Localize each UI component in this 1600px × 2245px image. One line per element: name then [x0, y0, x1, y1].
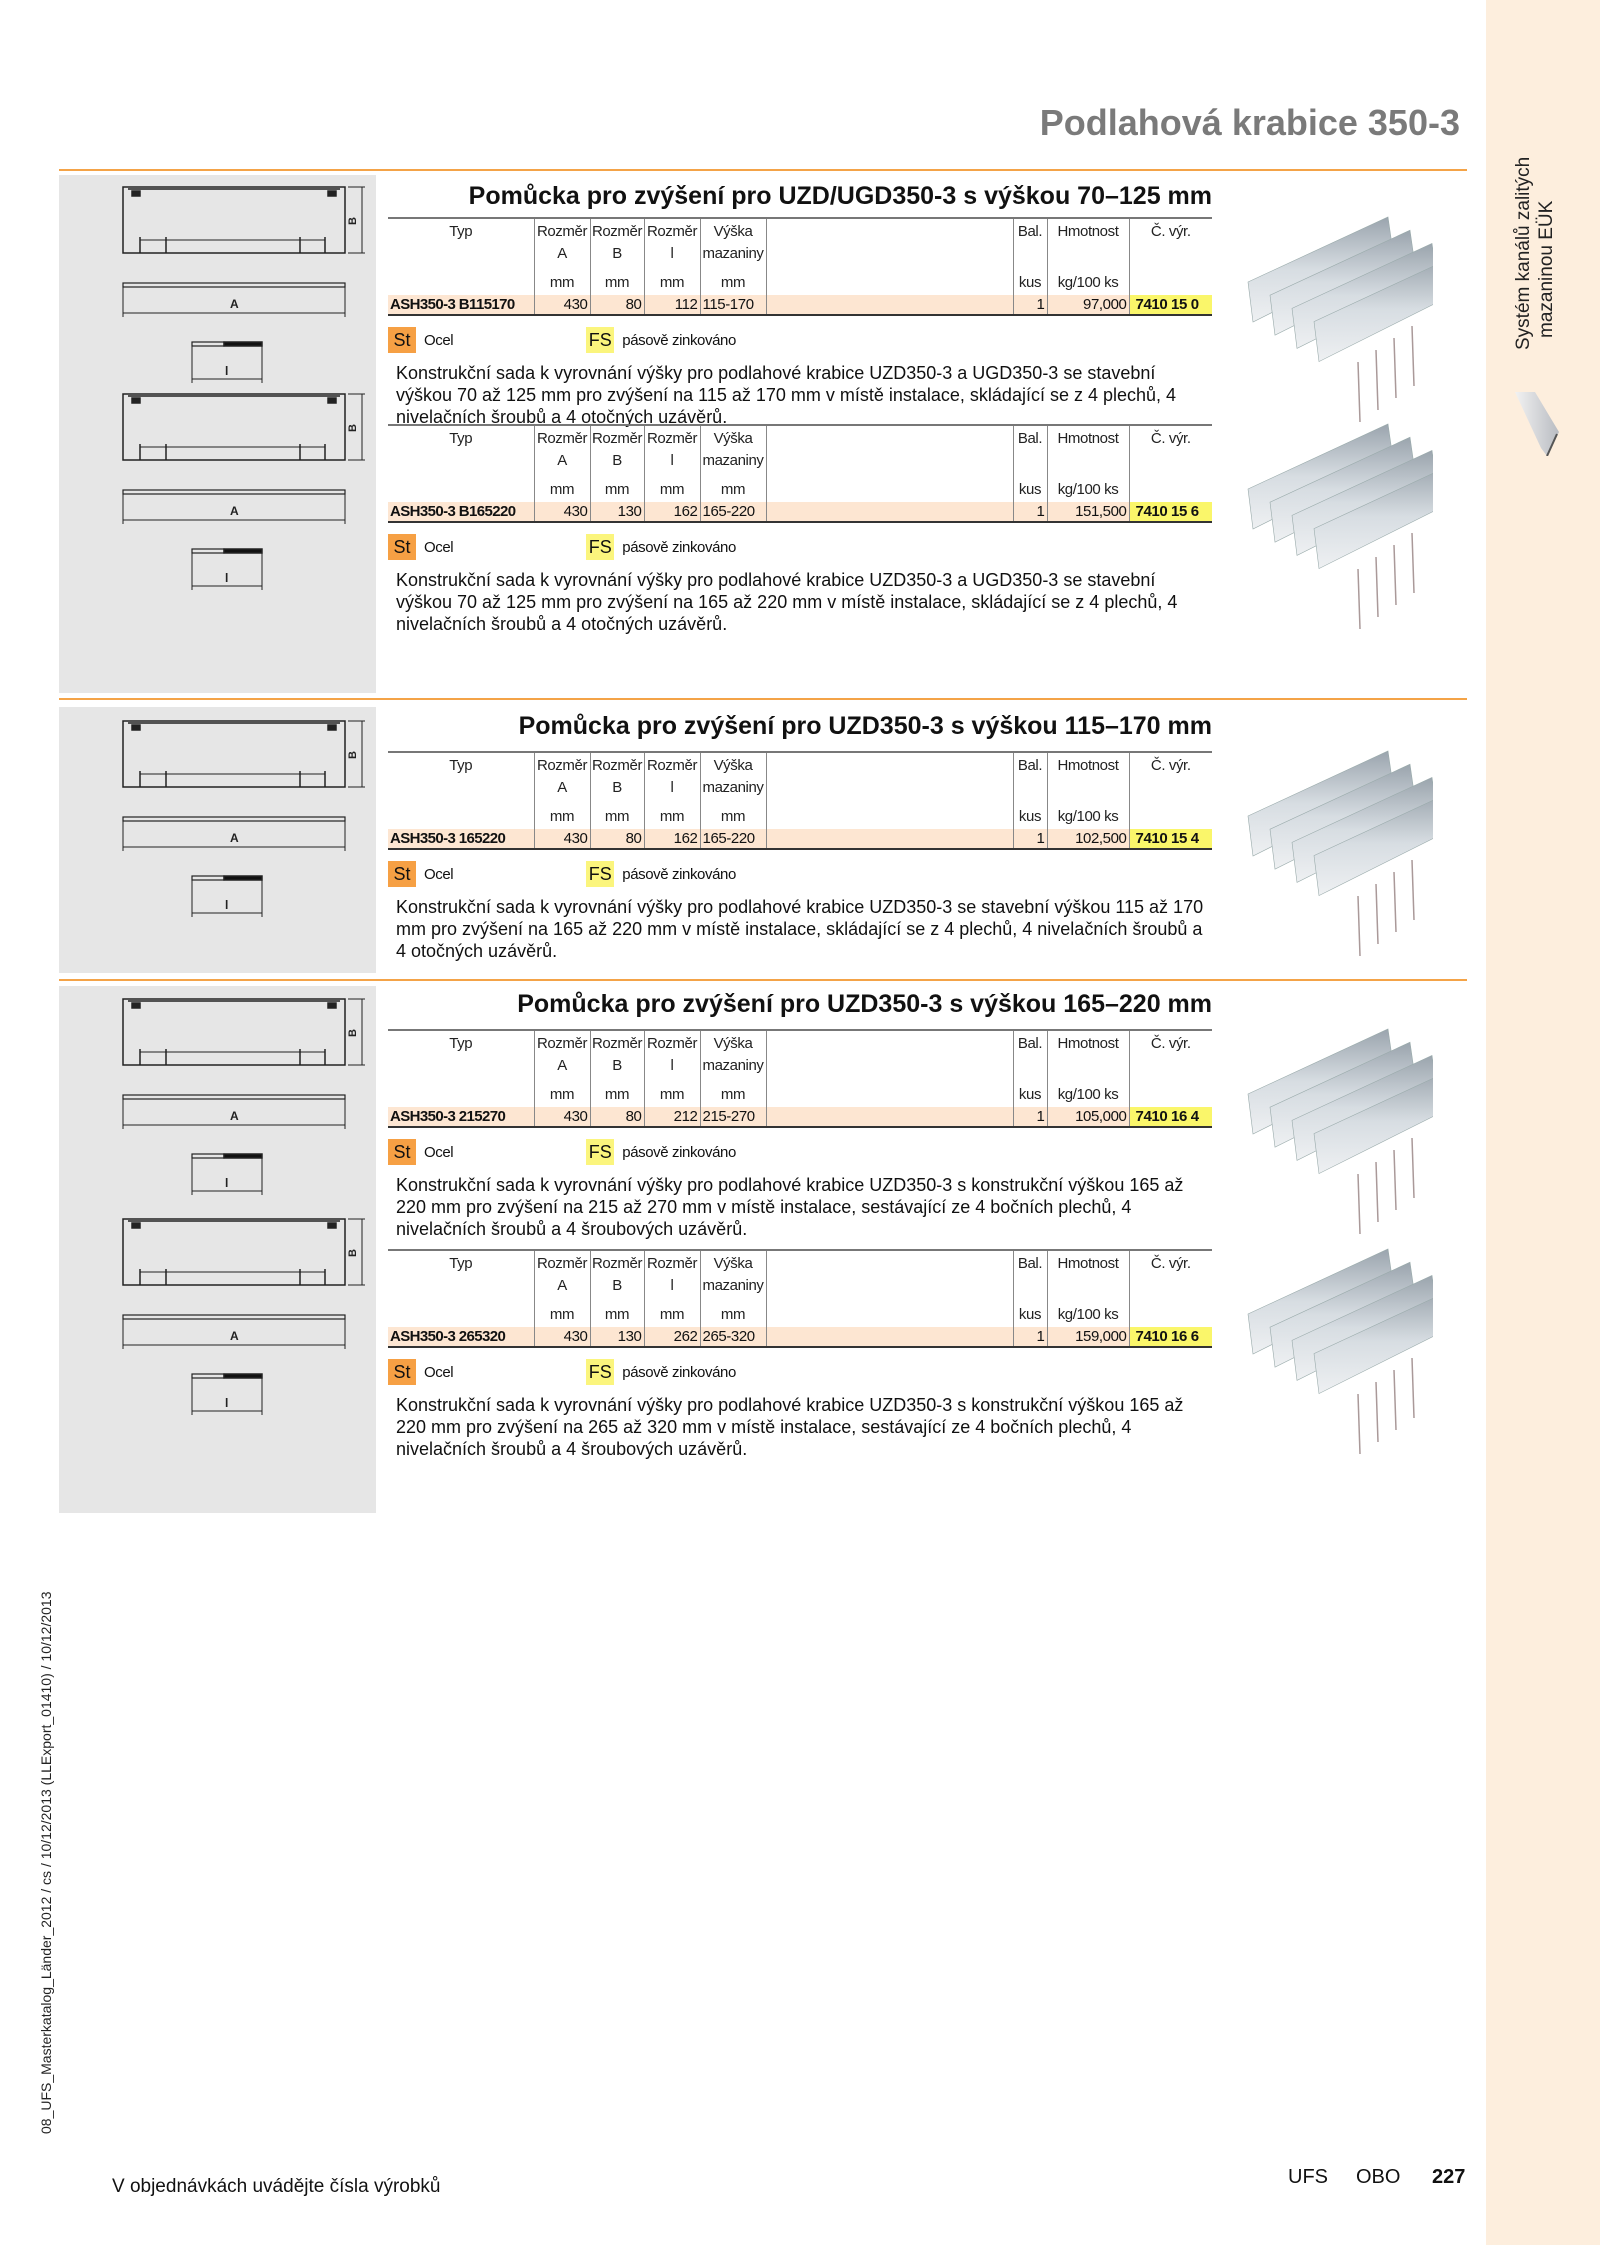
col-dim-a-sublabel: A	[557, 245, 567, 262]
col-dim-b-sublabel: B	[612, 1277, 622, 1294]
table-row[interactable]	[388, 295, 1212, 315]
cell-dim-a: 430	[534, 829, 590, 849]
technical-drawing	[120, 392, 370, 597]
col-dim-a-unit: mm	[549, 1086, 575, 1103]
cell-typ: ASH350-3 165220	[388, 829, 534, 849]
col-height-unit: mm	[720, 1086, 746, 1103]
col-dim-l	[644, 218, 700, 295]
finish-label: pásově zinkováno	[622, 1143, 736, 1161]
cell-typ: ASH350-3 B115170	[388, 295, 534, 315]
col-art-label: Č. výr.	[1150, 430, 1191, 447]
sidebar-line-1: Systém kanálů zalitých	[1513, 156, 1534, 350]
table-header-row	[388, 218, 1212, 295]
footer-brand	[1288, 2166, 1465, 2189]
col-dim-b-sublabel: B	[612, 245, 622, 262]
dimension-a-label: A	[230, 504, 239, 518]
finish-label: pásově zinkováno	[622, 538, 736, 556]
col-art	[1129, 1030, 1212, 1107]
col-spacer	[766, 752, 1013, 829]
material-row	[388, 1358, 1212, 1386]
col-typ-label: Typ	[449, 1035, 473, 1052]
cell-dim-b: 80	[590, 829, 644, 849]
cell-weight: 97,000	[1047, 295, 1129, 315]
col-height	[700, 1250, 766, 1327]
col-dim-l	[644, 425, 700, 502]
finish-badge-fs: FS	[586, 1359, 614, 1385]
col-dim-a-unit: mm	[549, 481, 575, 498]
col-art-label: Č. výr.	[1150, 757, 1191, 774]
footer-brand-obo: OBO	[1356, 2166, 1401, 2188]
col-dim-l-sublabel: l	[670, 779, 674, 796]
col-weight	[1047, 752, 1129, 829]
cell-typ: ASH350-3 B165220	[388, 502, 534, 522]
cell-height: 165-220	[700, 829, 766, 849]
col-typ	[388, 1030, 534, 1107]
product-photo	[1238, 746, 1433, 976]
col-dim-l-sublabel: l	[670, 1057, 674, 1074]
cell-weight: 151,500	[1047, 502, 1129, 522]
cell-dim-l: 112	[644, 295, 700, 315]
col-bal	[1013, 1250, 1047, 1327]
col-dim-l-label: Rozměr	[646, 430, 698, 447]
col-dim-a	[534, 1030, 590, 1107]
table-row[interactable]	[388, 1107, 1212, 1127]
material-row	[388, 860, 1212, 888]
col-bal	[1013, 425, 1047, 502]
product-photo	[1238, 1244, 1433, 1474]
col-dim-b-label: Rozměr	[591, 757, 643, 774]
cell-dim-a: 430	[534, 1327, 590, 1347]
col-dim-l-unit: mm	[659, 274, 685, 291]
col-bal-unit: kus	[1018, 1086, 1042, 1103]
material-badge-st: St	[388, 534, 416, 560]
col-height-sublabel: mazaniny	[702, 779, 764, 796]
col-dim-l-label: Rozměr	[646, 1035, 698, 1052]
col-spacer	[766, 1030, 1013, 1107]
material-badge-st: St	[388, 1359, 416, 1385]
cell-dim-l: 162	[644, 502, 700, 522]
product-table	[388, 217, 1212, 316]
cell-article-number: 7410 15 6	[1129, 502, 1212, 522]
col-weight-label: Hmotnost	[1057, 223, 1119, 240]
sidebar-chapter-title	[1512, 120, 1558, 350]
finish-badge-fs: FS	[586, 534, 614, 560]
col-typ	[388, 1250, 534, 1327]
col-dim-a	[534, 752, 590, 829]
cell-weight: 159,000	[1047, 1327, 1129, 1347]
sidebar-line-2: mazaninou EÜK	[1536, 200, 1557, 338]
col-dim-b-label: Rozměr	[591, 1255, 643, 1272]
dimension-b-label: B	[347, 424, 359, 432]
product-group	[388, 1249, 1212, 1460]
col-dim-b-unit: mm	[604, 808, 630, 825]
col-bal-unit: kus	[1018, 1306, 1042, 1323]
col-dim-b	[590, 218, 644, 295]
section-divider	[59, 698, 1467, 700]
col-weight	[1047, 1030, 1129, 1107]
product-group	[388, 751, 1212, 962]
material-row	[388, 533, 1212, 561]
col-dim-l	[644, 1250, 700, 1327]
col-height-label: Výška	[713, 1255, 753, 1272]
col-bal	[1013, 218, 1047, 295]
material-label: Ocel	[424, 1363, 454, 1381]
technical-drawing	[120, 997, 370, 1202]
table-row[interactable]	[388, 829, 1212, 849]
col-weight-unit: kg/100 ks	[1057, 808, 1119, 825]
col-dim-l-label: Rozměr	[646, 757, 698, 774]
cell-spacer	[766, 829, 1013, 849]
finish-label: pásově zinkováno	[622, 331, 736, 349]
dimension-l-label: l	[225, 898, 229, 912]
col-dim-l-unit: mm	[659, 1306, 685, 1323]
cell-dim-a: 430	[534, 295, 590, 315]
col-dim-l-unit: mm	[659, 808, 685, 825]
col-height-label: Výška	[713, 1035, 753, 1052]
cell-bal: 1	[1013, 1327, 1047, 1347]
col-bal-unit: kus	[1018, 274, 1042, 291]
cell-article-number: 7410 15 4	[1129, 829, 1212, 849]
col-bal-unit: kus	[1018, 808, 1042, 825]
cell-bal: 1	[1013, 1107, 1047, 1127]
cell-height: 115-170	[700, 295, 766, 315]
col-dim-l-label: Rozměr	[646, 1255, 698, 1272]
col-dim-l-sublabel: l	[670, 452, 674, 469]
page-number: 227	[1432, 2166, 1466, 2188]
product-group	[388, 424, 1212, 635]
page-title: Podlahová krabice 350-3	[1039, 102, 1460, 143]
col-height-sublabel: mazaniny	[702, 1277, 764, 1294]
material-badge-st: St	[388, 1139, 416, 1165]
order-note: V objednávkách uvádějte čísla výrobků	[112, 2176, 441, 2197]
dimension-a-label: A	[230, 1109, 239, 1123]
material-badge-st: St	[388, 327, 416, 353]
product-photo	[1238, 419, 1433, 649]
product-photo	[1238, 212, 1433, 442]
col-dim-b-unit: mm	[604, 274, 630, 291]
finish-label: pásově zinkováno	[622, 865, 736, 883]
col-dim-l-sublabel: l	[670, 1277, 674, 1294]
col-height-sublabel: mazaniny	[702, 245, 764, 262]
material-row	[388, 326, 1212, 354]
cell-dim-l: 162	[644, 829, 700, 849]
col-typ-label: Typ	[449, 757, 473, 774]
col-height	[700, 752, 766, 829]
col-dim-a	[534, 218, 590, 295]
dimension-l-label: l	[225, 1176, 229, 1190]
section-divider	[59, 979, 1467, 981]
dimension-b-label: B	[347, 1029, 359, 1037]
col-dim-a-unit: mm	[549, 274, 575, 291]
col-dim-a-unit: mm	[549, 1306, 575, 1323]
col-dim-b-label: Rozměr	[591, 430, 643, 447]
col-height-sublabel: mazaniny	[702, 452, 764, 469]
material-label: Ocel	[424, 331, 454, 349]
product-description: Konstrukční sada k vyrovnání výšky pro podlahové krabice UZD350-3 se stavební výškou 115 až 170 mm pro zvýšení na 165 až 220 mm v místě instalace, skládající se z 4 plechů, 4 nivelačních šroubů a 4 otočných uzávěrů.	[396, 897, 1204, 961]
col-dim-a-sublabel: A	[557, 779, 567, 796]
product-description: Konstrukční sada k vyrovnání výšky pro podlahové krabice UZD350-3 a UGD350-3 se stavební výškou 70 až 125 mm pro zvýšení na 115 až 170 mm v místě instalace, skládající se z 4 plechů, 4 nivelačních šroubů a 4 otočných uzávěrů.	[396, 363, 1177, 427]
material-label: Ocel	[424, 538, 454, 556]
chapter-thumbnail-icon	[1513, 392, 1559, 456]
col-spacer	[766, 218, 1013, 295]
finish-badge-fs: FS	[586, 1139, 614, 1165]
col-weight	[1047, 1250, 1129, 1327]
col-bal	[1013, 752, 1047, 829]
col-weight	[1047, 218, 1129, 295]
col-dim-l	[644, 1030, 700, 1107]
col-weight-label: Hmotnost	[1057, 430, 1119, 447]
col-weight-unit: kg/100 ks	[1057, 1306, 1119, 1323]
col-dim-b-sublabel: B	[612, 779, 622, 796]
material-badge-st: St	[388, 861, 416, 887]
col-spacer	[766, 1250, 1013, 1327]
col-typ	[388, 752, 534, 829]
dimension-b-label: B	[347, 217, 359, 225]
cell-height: 265-320	[700, 1327, 766, 1347]
product-description: Konstrukční sada k vyrovnání výšky pro podlahové krabice UZD350-3 s konstrukční výškou 165 až 220 mm pro zvýšení na 215 až 270 mm v místě instalace, sestávající ze 4 bočních plechů, 4 nivelačních šroubů a 4 šroubových uzávěrů.	[396, 1175, 1184, 1239]
col-bal-label: Bal.	[1017, 223, 1043, 240]
col-dim-b	[590, 1030, 644, 1107]
cell-dim-a: 430	[534, 1107, 590, 1127]
print-metadata: 08_UFS_Masterkatalog_Länder_2012 / cs / 10/12/2013 (LLExport_01410) / 10/12/2013	[38, 1591, 54, 2134]
cell-dim-l: 262	[644, 1327, 700, 1347]
col-dim-b-label: Rozměr	[591, 1035, 643, 1052]
product-table	[388, 1029, 1212, 1128]
cell-bal: 1	[1013, 295, 1047, 315]
col-dim-a-label: Rozměr	[536, 757, 588, 774]
col-height-label: Výška	[713, 223, 753, 240]
material-label: Ocel	[424, 865, 454, 883]
finish-badge-fs: FS	[586, 861, 614, 887]
product-description: Konstrukční sada k vyrovnání výšky pro podlahové krabice UZD350-3 s konstrukční výškou 165 až 220 mm pro zvýšení na 265 až 320 mm v místě instalace, sestávající ze 4 bočních plechů, 4 nivelačních šroubů a 4 šroubových uzávěrů.	[396, 1395, 1184, 1459]
dimension-a-label: A	[230, 831, 239, 845]
col-bal-label: Bal.	[1017, 1255, 1043, 1272]
col-weight-label: Hmotnost	[1057, 1255, 1119, 1272]
col-dim-a-sublabel: A	[557, 1057, 567, 1074]
col-typ-label: Typ	[449, 1255, 473, 1272]
table-row[interactable]	[388, 502, 1212, 522]
col-dim-b-label: Rozměr	[591, 223, 643, 240]
col-weight-unit: kg/100 ks	[1057, 1086, 1119, 1103]
col-bal-label: Bal.	[1017, 757, 1043, 774]
section-title: Pomůcka pro zvýšení pro UZD350-3 s výškou 165–220 mm	[517, 990, 1212, 1018]
product-photo	[1238, 1024, 1433, 1254]
section-divider	[59, 169, 1467, 171]
dimension-a-label: A	[230, 1329, 239, 1343]
col-dim-b-unit: mm	[604, 1086, 630, 1103]
col-dim-a-label: Rozměr	[536, 1255, 588, 1272]
col-bal-unit: kus	[1018, 481, 1042, 498]
dimension-a-label: A	[230, 297, 239, 311]
col-dim-l-label: Rozměr	[646, 223, 698, 240]
col-height-label: Výška	[713, 430, 753, 447]
col-weight	[1047, 425, 1129, 502]
cell-article-number: 7410 16 4	[1129, 1107, 1212, 1127]
col-art-label: Č. výr.	[1150, 1035, 1191, 1052]
cell-dim-b: 80	[590, 295, 644, 315]
col-dim-a	[534, 425, 590, 502]
col-height-sublabel: mazaniny	[702, 1057, 764, 1074]
cell-typ: ASH350-3 215270	[388, 1107, 534, 1127]
col-art-label: Č. výr.	[1150, 1255, 1191, 1272]
col-dim-l-unit: mm	[659, 1086, 685, 1103]
technical-drawing	[120, 1217, 370, 1422]
product-group	[388, 217, 1212, 428]
section-title: Pomůcka pro zvýšení pro UZD/UGD350-3 s výškou 70–125 mm	[468, 182, 1212, 210]
dimension-l-label: l	[225, 571, 229, 585]
col-dim-b-sublabel: B	[612, 452, 622, 469]
cell-dim-l: 212	[644, 1107, 700, 1127]
col-dim-a-label: Rozměr	[536, 223, 588, 240]
col-dim-b-sublabel: B	[612, 1057, 622, 1074]
col-height-unit: mm	[720, 481, 746, 498]
col-weight-unit: kg/100 ks	[1057, 274, 1119, 291]
col-art	[1129, 425, 1212, 502]
col-dim-b	[590, 752, 644, 829]
col-weight-unit: kg/100 ks	[1057, 481, 1119, 498]
cell-dim-b: 130	[590, 1327, 644, 1347]
col-dim-l-unit: mm	[659, 481, 685, 498]
col-dim-b	[590, 425, 644, 502]
col-dim-a-sublabel: A	[557, 1277, 567, 1294]
cell-weight: 102,500	[1047, 829, 1129, 849]
cell-article-number: 7410 16 6	[1129, 1327, 1212, 1347]
cell-spacer	[766, 295, 1013, 315]
col-weight-label: Hmotnost	[1057, 1035, 1119, 1052]
col-height-unit: mm	[720, 808, 746, 825]
col-art	[1129, 1250, 1212, 1327]
material-row	[388, 1138, 1212, 1166]
col-dim-a-label: Rozměr	[536, 430, 588, 447]
col-dim-b-unit: mm	[604, 1306, 630, 1323]
col-typ	[388, 425, 534, 502]
cell-spacer	[766, 1327, 1013, 1347]
dimension-b-label: B	[347, 1249, 359, 1257]
cell-bal: 1	[1013, 502, 1047, 522]
col-dim-b-unit: mm	[604, 481, 630, 498]
cell-dim-b: 130	[590, 502, 644, 522]
dimension-b-label: B	[347, 751, 359, 759]
col-dim-a-sublabel: A	[557, 452, 567, 469]
col-height	[700, 425, 766, 502]
product-table	[388, 751, 1212, 850]
cell-dim-a: 430	[534, 502, 590, 522]
col-bal	[1013, 1030, 1047, 1107]
col-height	[700, 1030, 766, 1107]
dimension-l-label: l	[225, 1396, 229, 1410]
product-description: Konstrukční sada k vyrovnání výšky pro podlahové krabice UZD350-3 a UGD350-3 se stavební výškou 70 až 125 mm pro zvýšení na 165 až 220 mm v místě instalace, skládající se z 4 plechů, 4 nivelačních šroubů a 4 otočných uzávěrů.	[396, 570, 1178, 634]
col-height	[700, 218, 766, 295]
cell-dim-b: 80	[590, 1107, 644, 1127]
cell-article-number: 7410 15 0	[1129, 295, 1212, 315]
table-header-row	[388, 752, 1212, 829]
col-dim-a	[534, 1250, 590, 1327]
table-header-row	[388, 1250, 1212, 1327]
table-row[interactable]	[388, 1327, 1212, 1347]
footer-brand-ufs: UFS	[1288, 2166, 1328, 2188]
col-dim-a-label: Rozměr	[536, 1035, 588, 1052]
col-typ	[388, 218, 534, 295]
table-header-row	[388, 425, 1212, 502]
cell-typ: ASH350-3 265320	[388, 1327, 534, 1347]
finish-label: pásově zinkováno	[622, 1363, 736, 1381]
technical-drawing	[120, 719, 370, 924]
col-art-label: Č. výr.	[1150, 223, 1191, 240]
product-table	[388, 1249, 1212, 1348]
table-header-row	[388, 1030, 1212, 1107]
col-art	[1129, 218, 1212, 295]
cell-bal: 1	[1013, 829, 1047, 849]
cell-height: 215-270	[700, 1107, 766, 1127]
col-art	[1129, 752, 1212, 829]
section-title: Pomůcka pro zvýšení pro UZD350-3 s výškou 115–170 mm	[518, 712, 1212, 740]
material-label: Ocel	[424, 1143, 454, 1161]
product-table	[388, 424, 1212, 523]
cell-height: 165-220	[700, 502, 766, 522]
cell-spacer	[766, 1107, 1013, 1127]
col-dim-a-unit: mm	[549, 808, 575, 825]
col-typ-label: Typ	[449, 223, 473, 240]
dimension-l-label: l	[225, 364, 229, 378]
col-weight-label: Hmotnost	[1057, 757, 1119, 774]
col-height-unit: mm	[720, 274, 746, 291]
col-spacer	[766, 425, 1013, 502]
col-dim-l-sublabel: l	[670, 245, 674, 262]
product-group	[388, 1029, 1212, 1240]
cell-weight: 105,000	[1047, 1107, 1129, 1127]
finish-badge-fs: FS	[586, 327, 614, 353]
col-height-label: Výška	[713, 757, 753, 774]
col-dim-b	[590, 1250, 644, 1327]
technical-drawing	[120, 185, 370, 390]
cell-spacer	[766, 502, 1013, 522]
col-bal-label: Bal.	[1017, 1035, 1043, 1052]
col-height-unit: mm	[720, 1306, 746, 1323]
col-bal-label: Bal.	[1017, 430, 1043, 447]
col-dim-l	[644, 752, 700, 829]
col-typ-label: Typ	[449, 430, 473, 447]
